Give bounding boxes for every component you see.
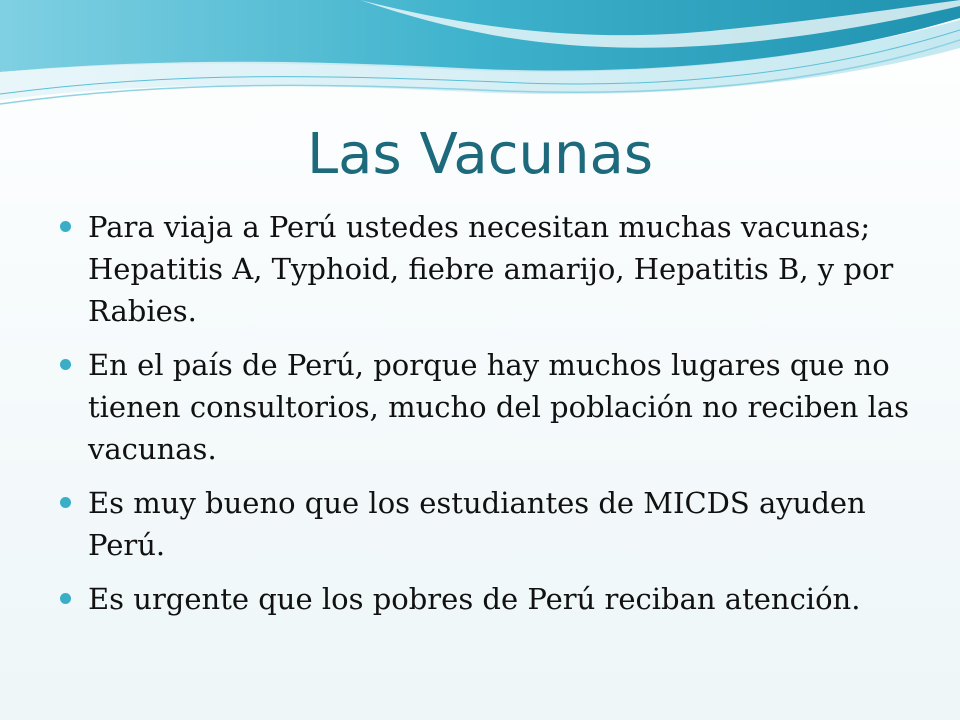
bullet-dot-icon — [60, 593, 71, 604]
bullet-list — [60, 206, 920, 632]
wave-header-decoration — [0, 0, 960, 115]
bullet-item — [60, 206, 920, 332]
bullet-dot-icon — [60, 221, 71, 232]
bullet-item — [60, 344, 920, 470]
slide-title: Las Vacunas — [306, 122, 654, 187]
bullet-text: En el país de Perú, porque hay muchos lugares que no tienen consultorios, mucho del población no reciben las vacunas. — [88, 348, 910, 466]
bullet-dot-icon — [60, 359, 71, 370]
bullet-text: Para viaja a Perú ustedes necesitan muchas vacunas; Hepatitis A, Typhoid, fiebre amarijo, Hepatitis B, y por Rabies. — [88, 210, 894, 328]
bullet-text: Es muy bueno que los estudiantes de MICDS ayuden Perú. — [88, 486, 866, 562]
bullet-dot-icon — [60, 497, 71, 508]
bullet-text: Es urgente que los pobres de Perú reciban atención. — [88, 582, 861, 616]
bullet-item — [60, 578, 920, 620]
bullet-item — [60, 482, 920, 566]
